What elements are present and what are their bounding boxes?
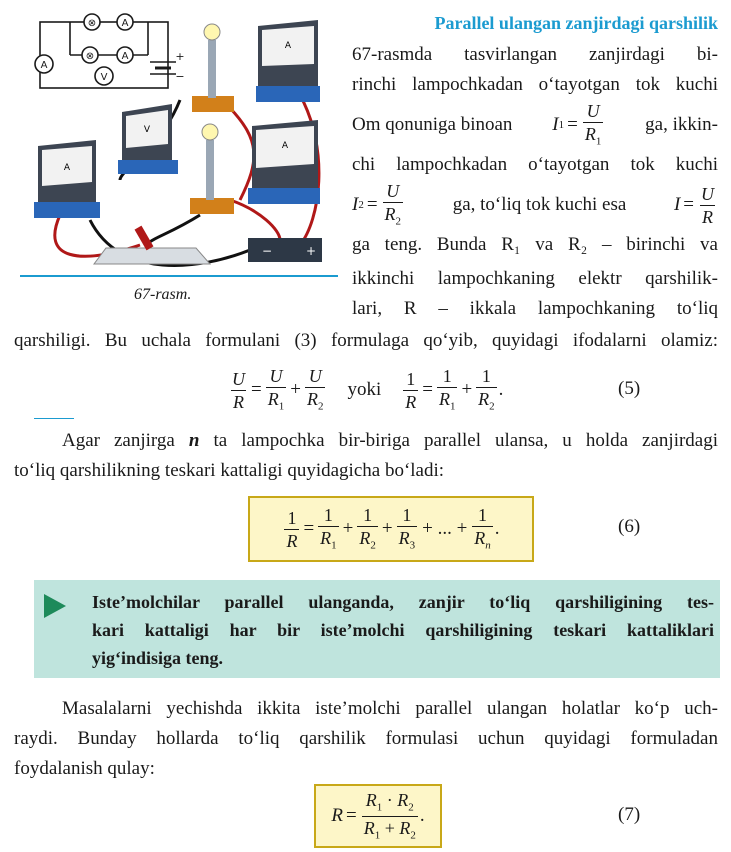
meter-left-icon bbox=[34, 140, 100, 218]
formula-I1: I 1 = $\frac{U}{R_1}$ bbox=[552, 101, 602, 148]
text-line: chi lampochkadan o‘tayotgan tok kuchi bbox=[352, 154, 718, 175]
text-line: Masalalarni yechishda ikkita iste’molchi parallel ulangan holatlar ko‘p uch- bbox=[62, 698, 718, 719]
text-line: foydalanish qulay: bbox=[14, 758, 155, 779]
schematic-ammeter-main: A bbox=[40, 60, 48, 71]
schematic-ammeter-2: A bbox=[121, 51, 129, 62]
text-line-full: qarshiligi. Bu uchala formulani (3) formulaga qo‘yib, quyidagi ifodalarni olamiz: bbox=[14, 330, 718, 351]
battery-icon bbox=[248, 238, 322, 262]
svg-text:A: A bbox=[284, 41, 292, 51]
rule-text-line: yig‘indisiga teng. bbox=[92, 648, 224, 668]
svg-text:+: + bbox=[175, 50, 185, 63]
equation-6-number: (6) bbox=[618, 516, 641, 537]
rule-text-line: kari kattaligi har bir iste’molchi qarshiligining teskari kattaliklari bbox=[92, 620, 714, 640]
text-line: lari, R – ikkala lampochkaning to‘liq bbox=[352, 298, 718, 319]
meter-bottom-right-icon bbox=[248, 120, 320, 204]
lamp-stand-bottom-icon bbox=[190, 124, 234, 214]
text-line: rinchi lampochkadan o‘tayotgan tok kuchi bbox=[352, 74, 718, 95]
formula-I2: I 2 = $\frac{U}{R_2}$ bbox=[352, 181, 402, 228]
schematic-lamp-2-icon: ⊗ bbox=[85, 51, 95, 62]
svg-text:+: + bbox=[306, 244, 317, 258]
knife-switch-icon bbox=[94, 226, 210, 264]
equation-5-number: (5) bbox=[618, 378, 641, 399]
svg-text:−: − bbox=[175, 70, 185, 83]
figure-caption: 67-rasm. bbox=[134, 286, 192, 303]
text-line: 67-rasmda tasvirlangan zanjirdagi bi- bbox=[352, 44, 718, 65]
text-line: ga teng. Bunda R₁ va R₂ – birinchi va bbox=[352, 234, 718, 255]
equation-7-number: (7) bbox=[618, 804, 641, 825]
text-line: raydi. Bunday hollarda to‘liq qarshilik formulasi uchun quyidagi formuladan bbox=[14, 728, 718, 749]
equation-6: $\frac{1}{R}$ = $\frac{1}{R_1}$ + $\frac{1}{R_2}$ + $\frac{1}{R_3}$ + ... + $\frac{1}{R_n}$ . bbox=[286, 505, 500, 552]
equation-7: R = $\frac{R_1 \cdot R_2}{R_1 + R_2}$ . bbox=[331, 789, 425, 842]
equation-7-box bbox=[314, 784, 442, 848]
equation-5: $\frac{U}{R}$ = $\frac{U}{R_1}$ + $\frac{U}{R_2}$ yoki $\frac{1}{R}$ = $\frac{1}{R_1}$ + $\frac{1}{R_2}$ . bbox=[232, 366, 504, 413]
text-line: to‘liq qarshilikning teskari kattaligi quyidagicha bo‘ladi: bbox=[14, 460, 445, 481]
play-arrow-icon bbox=[44, 594, 66, 618]
schematic-voltmeter: V bbox=[100, 72, 108, 83]
schematic-lamp-1-icon: ⊗ bbox=[87, 18, 97, 29]
equation-6-box bbox=[248, 496, 534, 562]
margin-rule bbox=[34, 418, 74, 419]
rule-text-line: Iste’molchilar parallel ulanganda, zanjir to‘liq qarshiligining tes- bbox=[92, 592, 714, 612]
paragraph-2 bbox=[14, 426, 718, 486]
svg-text:A: A bbox=[281, 141, 289, 151]
text-line: Agar zanjirga n ta lampochka bir-biriga parallel ulansa, u holda zanjirdagi bbox=[62, 430, 719, 451]
svg-text:A: A bbox=[63, 163, 71, 173]
meter-top-right-icon bbox=[256, 20, 320, 102]
text-line-formula-I2-I: I 2 = $\frac{U}{R_2}$ ga, to‘liq tok kuchi esa I = $\frac{U}{R}$ bbox=[352, 180, 718, 230]
circuit-illustration bbox=[0, 0, 345, 312]
circuit-figure bbox=[0, 0, 345, 312]
right-column bbox=[352, 12, 718, 324]
meter-center-icon bbox=[118, 104, 178, 174]
section-title: Parallel ulangan zanjirdagi qarshilik bbox=[434, 13, 718, 33]
svg-text:−: − bbox=[262, 244, 273, 258]
text-line-formula-I1: Om qonuniga binoan I 1 = $\frac{U}{R_1}$ ga, ikkin- bbox=[352, 101, 718, 148]
paragraph-3 bbox=[14, 694, 718, 784]
lamp-stand-top-icon bbox=[192, 24, 234, 112]
text-line: ikkinchi lampochkaning elektr qarshilik- bbox=[352, 268, 718, 289]
schematic-ammeter-1: A bbox=[121, 18, 129, 29]
rule-banner bbox=[34, 580, 720, 678]
svg-text:V: V bbox=[143, 125, 151, 135]
formula-I: I = $\frac{U}{R}$ bbox=[673, 183, 714, 227]
